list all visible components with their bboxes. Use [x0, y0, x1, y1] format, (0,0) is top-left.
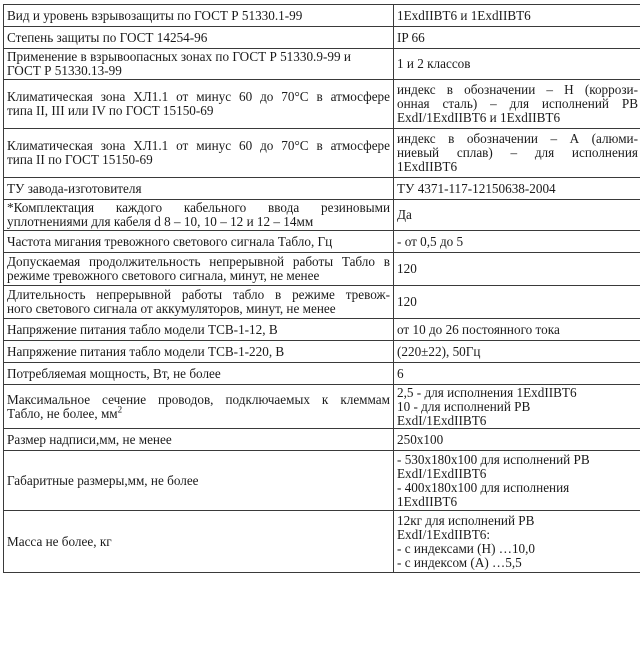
table-row — [4, 200, 640, 231]
table-row — [4, 27, 640, 49]
value-cell — [394, 253, 640, 286]
parameter-text: Масса не более, кг — [7, 533, 112, 549]
value-cell — [394, 511, 640, 573]
value-cell — [394, 341, 640, 363]
table-row — [4, 429, 640, 451]
value-cell — [394, 319, 640, 341]
parameter-text: ГОСТ Р 51330.13-99 — [7, 63, 122, 78]
parameter-cell — [4, 231, 394, 253]
value-text: индекс в обозначении – А (алюми- — [397, 131, 638, 146]
parameter-cell — [4, 286, 394, 319]
value-cell — [394, 200, 640, 231]
value-cell — [394, 5, 640, 27]
parameter-text: Напряжение питания табло модели ТСВ-1-220, В — [7, 343, 285, 359]
parameter-text: Размер надписи,мм, не менее — [7, 431, 172, 447]
parameter-cell — [4, 253, 394, 286]
parameter-text: Габаритные размеры,мм, не более — [7, 472, 199, 488]
table-row — [4, 341, 640, 363]
parameter-text: типа II по ГОСТ 15150-69 — [7, 152, 153, 167]
table-row — [4, 178, 640, 200]
value-text: - 400x180x100 для исполнения — [397, 479, 570, 495]
parameter-cell — [4, 341, 394, 363]
value-cell — [394, 27, 640, 49]
parameter-cell — [4, 178, 394, 200]
table-row — [4, 231, 640, 253]
value-text: 10 - для исполнений РВ — [397, 398, 531, 414]
parameter-text: Вид и уровень взрывозащиты по ГОСТ Р 51330.1-99 — [7, 7, 303, 23]
table-row — [4, 49, 640, 80]
parameter-text: ТУ завода-изготовителя — [7, 180, 142, 196]
table-row — [4, 129, 640, 178]
parameter-text: Потребляемая мощность, Вт, не более — [7, 365, 221, 381]
parameter-text: Длительность непрерывной работы табло в режиме тревож- — [7, 287, 390, 302]
value-cell — [394, 49, 640, 80]
parameter-cell — [4, 363, 394, 385]
parameter-cell — [4, 27, 394, 49]
value-cell — [394, 231, 640, 253]
value-text: 1 и 2 классов — [397, 56, 471, 71]
value-text: 1ExdIIBT6 и 1ExdIIBT6 — [397, 7, 531, 23]
unit-superscript: 2 — [117, 404, 123, 415]
parameter-text: режиме тревожного светового сигнала, минут, не менее — [7, 268, 320, 283]
parameter-cell — [4, 451, 394, 511]
value-text: (220±22), 50Гц — [397, 343, 481, 359]
value-cell — [394, 80, 640, 129]
value-text: ExdI/1ExdIIBT6 — [397, 465, 487, 481]
table-row — [4, 253, 640, 286]
value-text: - с индексами (Н) …10,0 — [397, 540, 536, 556]
value-text: онная сталь) – для исполнений РВ — [397, 96, 638, 111]
value-cell — [394, 429, 640, 451]
table-row — [4, 363, 640, 385]
parameter-text: Применение в взрывоопасных зонах по ГОСТ Р 51330.9-99 и — [7, 49, 351, 64]
parameter-text: Частота мигания тревожного светового сигнала Табло, Гц — [7, 233, 333, 249]
parameter-cell — [4, 129, 394, 178]
value-text: индекс в обозначении – Н (коррози- — [397, 82, 638, 97]
parameter-text: Табло, не более, мм — [7, 405, 118, 421]
value-text: 1ExdIIBT6 — [397, 159, 458, 174]
parameter-cell — [4, 200, 394, 231]
table-row — [4, 511, 640, 573]
specifications-table — [3, 4, 640, 573]
value-text: 1ExdIIBT6 — [397, 493, 458, 509]
table-row — [4, 286, 640, 319]
parameter-cell — [4, 385, 394, 429]
value-text: 120 — [397, 261, 417, 276]
value-text: - от 0,5 до 5 — [397, 233, 464, 249]
value-cell — [394, 286, 640, 319]
parameter-text: уплотнениями для кабеля d 8 – 10, 10 – 12 и 12 – 14мм — [7, 214, 314, 229]
parameter-cell — [4, 429, 394, 451]
parameter-text: типа II, III или IV по ГОСТ 15150-69 — [7, 103, 214, 118]
parameter-cell — [4, 511, 394, 573]
table-row — [4, 451, 640, 511]
parameter-cell — [4, 319, 394, 341]
table-row — [4, 385, 640, 429]
value-text: 250x100 — [397, 431, 444, 447]
table-row — [4, 80, 640, 129]
parameter-text: Допускаемая продолжительность непрерывной работы Табло в — [7, 254, 390, 269]
value-text: ExdI/1ExdIIBT6 и 1ExdIIBT6 — [397, 110, 561, 125]
parameter-text: Максимальное сечение проводов, подключаемых к клеммам — [7, 391, 390, 407]
parameter-text: Климатическая зона ХЛ1.1 от минус 60 до 70°С в атмосфере — [7, 138, 390, 153]
value-cell — [394, 385, 640, 429]
parameter-text: *Комплектация каждого кабельного ввода резиновыми — [7, 200, 390, 215]
parameter-cell — [4, 80, 394, 129]
value-text: 12кг для исполнений РВ — [397, 512, 535, 528]
table-row — [4, 319, 640, 341]
value-cell — [394, 178, 640, 200]
value-text: ExdI/1ExdIIBT6 — [397, 412, 487, 428]
value-cell — [394, 363, 640, 385]
value-text: - с индексом (А) …5,5 — [397, 554, 522, 570]
value-text: IP 66 — [397, 29, 425, 45]
parameter-text: Напряжение питания табло модели ТСВ-1-12, В — [7, 321, 278, 337]
value-text: ExdI/1ExdIIBT6: — [397, 526, 491, 542]
parameter-text: Климатическая зона ХЛ1.1 от минус 60 до 70°С в атмосфере — [7, 89, 390, 104]
value-text: ТУ 4371-117-12150638-2004 — [397, 180, 556, 196]
value-text: 6 — [397, 365, 404, 381]
parameter-line — [7, 404, 390, 421]
value-text: от 10 до 26 постоянного тока — [397, 321, 560, 337]
value-cell — [394, 451, 640, 511]
parameter-cell — [4, 49, 394, 80]
table-row — [4, 5, 640, 27]
value-cell — [394, 129, 640, 178]
value-text: Да — [397, 207, 412, 222]
parameter-text: Степень защиты по ГОСТ 14254-96 — [7, 29, 208, 45]
value-text: 120 — [397, 294, 417, 309]
value-text: 2,5 - для исполнения 1ExdIIBT6 — [397, 384, 577, 400]
value-text: ниевый сплав) – для исполнения — [397, 145, 638, 160]
value-text: - 530x180x100 для исполнений РВ — [397, 451, 590, 467]
parameter-text: ного светового сигнала от аккумуляторов, минут, не менее — [7, 301, 336, 316]
parameter-cell — [4, 5, 394, 27]
